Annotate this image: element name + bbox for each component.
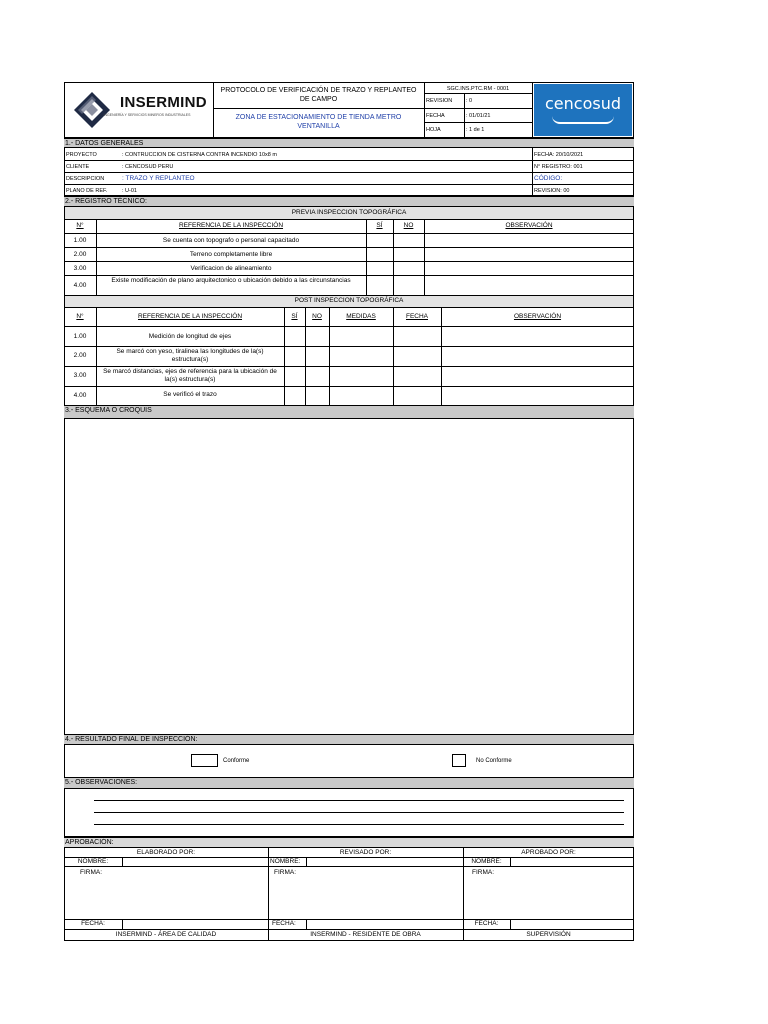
company-tagline: INGENIERÍA Y SERVICIOS MINEROS INDUSTRIALES xyxy=(103,113,191,117)
table-row-n: 3.00 xyxy=(73,372,87,379)
table-row-n: 2.00 xyxy=(73,251,87,258)
header-divider xyxy=(424,122,532,123)
observaciones-area xyxy=(64,789,634,837)
header-divider xyxy=(424,93,532,94)
conforme-label: Conforme xyxy=(223,758,250,764)
previa-head-obs: OBSERVACIÓN xyxy=(505,222,553,229)
post-head-n: N° xyxy=(76,313,84,320)
plano-value: : U-01 xyxy=(122,188,137,194)
zone-title: ZONA DE ESTACIONAMIENTO DE TIENDA METRO VENTANILLA xyxy=(235,114,402,130)
header-divider xyxy=(213,82,214,138)
revisado-nombre-field[interactable] xyxy=(307,858,462,866)
post-head-ref: REFERENCIA DE LA INSPECCIÓN xyxy=(137,313,243,320)
table-row-n: 4.00 xyxy=(73,282,87,289)
previa-head-no: NO xyxy=(403,222,414,229)
table-row-n: 1.00 xyxy=(73,333,87,340)
fecha-right: FECHA: 20/10/2021 xyxy=(534,152,584,158)
conforme-checkbox[interactable] xyxy=(191,754,218,767)
revision-label: REVISION xyxy=(426,98,453,104)
table-row-ref: Se cuenta con topografo o personal capacitado xyxy=(162,237,300,244)
header-divider xyxy=(532,82,533,138)
observation-line[interactable] xyxy=(94,824,624,825)
revisado-head: REVISADO POR: xyxy=(339,849,392,856)
hoja-value: : 1 de 1 xyxy=(466,127,485,133)
nombre-label: NOMBRE: xyxy=(471,858,502,865)
table-row-ref: Verificacion de alineamiento xyxy=(190,265,272,272)
elaborado-head: ELABORADO POR: xyxy=(136,849,196,856)
firma-label: FIRMA: xyxy=(472,869,495,876)
aprobado-nombre-field[interactable] xyxy=(511,858,633,866)
codigo-right: CÓDIGO: xyxy=(534,175,563,182)
nombre-label: NOMBRE: xyxy=(77,858,109,865)
aprobado-fecha-field[interactable] xyxy=(511,920,633,929)
fecha-label: FECHA xyxy=(426,113,445,119)
header-divider xyxy=(213,108,424,109)
company-name: INSERMIND xyxy=(120,94,207,111)
table-row-ref: Se marcó distancias, ejes de referencia para la ubicación de la(s) estructura(s) xyxy=(103,368,277,383)
swoosh-icon xyxy=(552,116,614,124)
fecha-value: : 01/01/21 xyxy=(466,113,491,119)
esquema-area[interactable] xyxy=(64,419,634,735)
proyecto-label: PROYECTO xyxy=(66,152,97,158)
aprobado-footer: SUPERVISIÓN xyxy=(526,931,571,938)
previa-head-n: N° xyxy=(76,222,84,229)
aprobado-firma-field[interactable] xyxy=(464,867,633,918)
plano-label: PLANO DE REF. xyxy=(66,188,108,194)
previa-head-ref: REFERENCIA DE LA INSPECCIÓN xyxy=(178,222,284,229)
observation-line[interactable] xyxy=(94,812,624,813)
insermind-logo xyxy=(70,88,210,132)
revision-value: : 0 xyxy=(466,98,473,104)
table-row-n: 3.00 xyxy=(73,265,87,272)
client-logo-text: cencosud xyxy=(545,94,621,113)
descripcion-value: : TRAZO Y REPLANTEO xyxy=(122,175,195,182)
elaborado-nombre-field[interactable] xyxy=(123,858,267,866)
revisado-firma-field[interactable] xyxy=(269,867,462,918)
no-conforme-checkbox[interactable] xyxy=(452,754,466,767)
diamond-logo-icon xyxy=(72,90,112,130)
revisado-footer: INSERMIND - RESIDENTE DE OBRA xyxy=(310,931,421,938)
elaborado-firma-field[interactable] xyxy=(65,867,267,918)
header-divider xyxy=(464,93,465,138)
section-esquema: 3.- ESQUEMA O CROQUIS xyxy=(64,405,634,419)
client-logo xyxy=(534,84,632,136)
table-row-ref: Se marcó con yeso, tiralinea las longitudes de la(s) estructura(s) xyxy=(116,348,264,363)
previa-title: PREVIA INSPECCION TOPOGRÁFICA xyxy=(291,209,407,216)
firma-label: FIRMA: xyxy=(80,869,103,876)
post-head-obs: OBSERVACIÓN xyxy=(513,313,562,320)
table-row-ref: Medición de longitud de ejes xyxy=(148,333,232,340)
revision-right: REVISION: 00 xyxy=(534,188,570,194)
previa-head-si: SÍ xyxy=(376,222,383,229)
table-row-n: 2.00 xyxy=(73,352,87,359)
post-title: POST INSPECCION TOPOGRÁFICA xyxy=(294,297,404,304)
post-head-si: SÍ xyxy=(291,313,298,320)
hoja-label: HOJA xyxy=(426,127,441,133)
section-datos-generales: 1.- DATOS GENERALES xyxy=(64,138,634,148)
post-head-medidas: MEDIDAS xyxy=(346,313,376,320)
revisado-fecha-field[interactable] xyxy=(307,920,462,929)
table-row-ref: Existe modificación de plano arquitectonico o ubicación debido a las circunstancias xyxy=(111,277,351,284)
post-head-fecha: FECHA xyxy=(405,313,429,320)
aprobado-head: APROBADO POR: xyxy=(521,849,576,856)
table-row-n: 4.00 xyxy=(73,392,87,399)
cliente-label: CLIENTE xyxy=(66,164,90,170)
observation-line[interactable] xyxy=(94,800,624,801)
form-title: PROTOCOLO DE VERIFICACIÓN DE TRAZO Y REPLANTEO DE CAMPO xyxy=(220,87,417,103)
section-registro-tecnico: 2.- REGISTRO TÉCNICO: xyxy=(64,196,634,207)
header-divider xyxy=(424,108,532,109)
table-row-ref: Se verificó el trazo xyxy=(163,391,217,398)
no-conforme-label: No Conforme xyxy=(476,758,512,764)
section-resultado: 4.- RESULTADO FINAL DE INSPECCIÓN: xyxy=(64,734,634,745)
resultado-area xyxy=(64,745,634,778)
fecha-label: FECHA: xyxy=(81,920,105,927)
nombre-label: NOMBRE: xyxy=(270,858,301,865)
fecha-label: FECHA: xyxy=(474,920,499,927)
post-head-no: NO xyxy=(312,313,322,320)
elaborado-fecha-field[interactable] xyxy=(123,920,267,929)
firma-label: FIRMA: xyxy=(274,869,297,876)
section-observaciones: 5.- OBSERVACIONES: xyxy=(64,777,634,789)
section-aprobacion: APROBACIÓN: xyxy=(64,837,634,848)
fecha-label: FECHA: xyxy=(272,920,296,927)
proyecto-value: : CONTRUCCION DE CISTERNA CONTRA INCENDIO 10x8 m xyxy=(122,152,277,158)
cliente-value: : CENCOSUD PERU xyxy=(122,164,174,170)
table-row-ref: Terreno completamente libre xyxy=(189,251,273,258)
descripcion-label: DESCRIPCION xyxy=(66,176,105,182)
table-row-n: 1.00 xyxy=(73,237,87,244)
registro-right: N° REGISTRO: 001 xyxy=(534,164,583,170)
elaborado-footer: INSERMIND - ÁREA DE CALIDAD xyxy=(115,931,217,938)
doc-code: SGC.INS.PTC.RM - 0001 xyxy=(446,86,510,92)
